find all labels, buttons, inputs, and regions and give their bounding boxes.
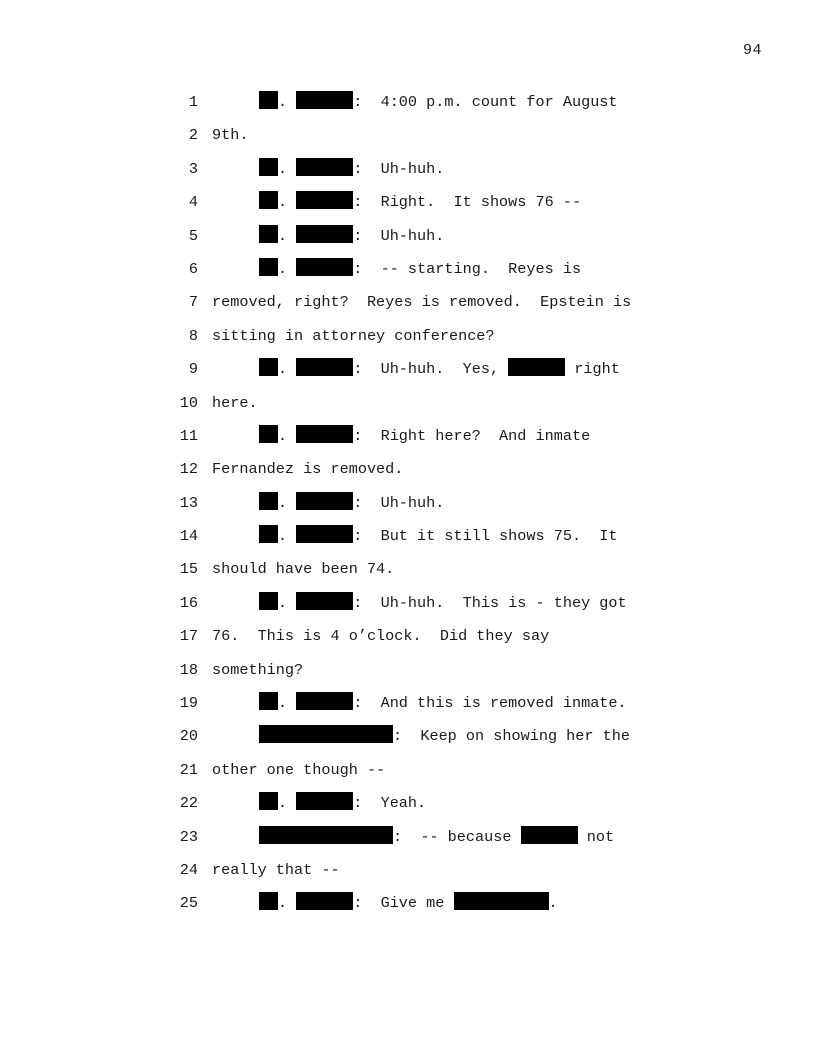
redaction-block: [508, 358, 565, 376]
redaction-block: [296, 492, 353, 510]
redaction-block: [454, 892, 549, 910]
transcript-line: [0, 821, 816, 854]
transcript-line: [0, 687, 816, 720]
line-number: 5: [188, 226, 198, 245]
redaction-block: [259, 191, 278, 209]
line-number: 1: [188, 93, 198, 111]
transcript-line: [0, 487, 816, 520]
line-number: 20: [179, 727, 198, 746]
line-text: [212, 754, 385, 787]
spoken-text: : -- starting. Reyes is: [353, 259, 582, 278]
line-text: [212, 119, 248, 152]
spoken-text: 9th.: [212, 126, 249, 145]
spoken-text: : And this is removed inmate.: [353, 694, 627, 713]
redaction-block: [296, 592, 353, 610]
line-text: . : Give me .: [259, 887, 558, 920]
page-number: 94: [742, 42, 762, 59]
transcript-line: [0, 854, 816, 887]
line-text: [212, 286, 631, 319]
transcript-line: [0, 453, 816, 486]
redaction-block: [259, 91, 278, 109]
redaction-block: [296, 425, 353, 443]
redaction-block: [259, 158, 278, 176]
line-number: 10: [179, 393, 198, 412]
line-text: . : Uh-huh. Yes, right: [259, 353, 620, 386]
transcript-body: [0, 86, 816, 921]
spoken-text-continued: .: [548, 894, 558, 913]
line-number: 12: [179, 460, 198, 479]
transcript-line: [0, 787, 816, 820]
line-number: 3: [188, 159, 198, 178]
redaction-block: [296, 892, 353, 910]
spoken-text: : Uh-huh.: [353, 226, 445, 245]
line-number: 16: [179, 593, 198, 612]
line-number: 25: [179, 894, 198, 913]
line-text: [212, 620, 549, 653]
line-text: [212, 553, 394, 586]
line-text: . : Right here? And inmate: [259, 420, 590, 453]
line-number: 6: [188, 259, 198, 278]
spoken-text: here.: [212, 393, 258, 412]
redaction-block: [259, 692, 278, 710]
line-number: 19: [179, 694, 198, 713]
transcript-line: [0, 387, 816, 420]
line-text: . : Uh-huh.: [259, 220, 444, 253]
spoken-text: 76. This is 4 o’clock. Did they say: [212, 627, 550, 646]
redaction-block: [296, 91, 353, 109]
spoken-text: : Give me: [353, 894, 454, 913]
transcript-line: [0, 620, 816, 653]
transcript-line: [0, 353, 816, 386]
redaction-block: [296, 258, 353, 276]
spoken-text: sitting in attorney conference?: [212, 326, 495, 345]
line-number: 13: [179, 493, 198, 512]
spoken-text: : But it still shows 75. It: [353, 527, 618, 546]
line-number: 9: [188, 360, 198, 379]
redaction-block: [296, 692, 353, 710]
transcript-line: [0, 320, 816, 353]
redaction-block: [259, 725, 393, 743]
redaction-block: [259, 358, 278, 376]
transcript-line: [0, 887, 816, 920]
line-text: . : Uh-huh. This is - they got: [259, 587, 627, 620]
line-number: 17: [179, 627, 198, 646]
spoken-text: removed, right? Reyes is removed. Epstein is: [212, 293, 632, 312]
spoken-text: other one though --: [212, 760, 386, 779]
transcript-line: [0, 220, 816, 253]
spoken-text: : Uh-huh.: [353, 159, 445, 178]
line-text: [212, 654, 303, 687]
transcript-line: [0, 86, 816, 119]
line-text: . : Right. It shows 76 --: [259, 186, 581, 219]
spoken-text: really that --: [212, 860, 340, 879]
spoken-text: : Uh-huh.: [353, 493, 445, 512]
redaction-block: [296, 158, 353, 176]
transcript-line: [0, 587, 816, 620]
spoken-text: : Uh-huh. Yes,: [353, 360, 509, 379]
spoken-text: : -- because: [393, 827, 521, 846]
redaction-block: [296, 191, 353, 209]
transcript-line: [0, 654, 816, 687]
redaction-block: [259, 892, 278, 910]
redaction-block: [259, 425, 278, 443]
line-text: . : 4:00 p.m. count for August: [259, 86, 618, 119]
redaction-block: [521, 826, 578, 844]
redaction-block: [296, 225, 353, 243]
line-text: [212, 320, 495, 353]
spoken-text: : Right here? And inmate: [353, 426, 591, 445]
line-text: [212, 453, 403, 486]
redaction-block: [259, 826, 393, 844]
line-text: . : -- starting. Reyes is: [259, 253, 581, 286]
line-text: [259, 821, 614, 854]
transcript-line: [0, 286, 816, 319]
line-number: 15: [179, 560, 198, 579]
spoken-text: should have been 74.: [212, 560, 395, 579]
spoken-text: Fernandez is removed.: [212, 460, 404, 479]
transcript-line: [0, 720, 816, 753]
line-text: . : But it still shows 75. It: [259, 520, 618, 553]
redaction-block: [296, 525, 353, 543]
line-text: [212, 387, 258, 420]
line-number: 21: [179, 760, 198, 779]
spoken-text-continued: not: [577, 827, 615, 846]
line-number: 4: [188, 193, 198, 212]
redaction-block: [259, 792, 278, 810]
transcript-line: [0, 754, 816, 787]
spoken-text: something?: [212, 660, 304, 679]
line-number: 23: [179, 827, 198, 846]
redaction-block: [259, 225, 278, 243]
redaction-block: [259, 258, 278, 276]
line-text: . : And this is removed inmate.: [259, 687, 627, 720]
redaction-block: [296, 358, 353, 376]
transcript-line: [0, 553, 816, 586]
line-text: . : Uh-huh.: [259, 153, 444, 186]
redaction-block: [259, 592, 278, 610]
transcript-line: [0, 153, 816, 186]
transcript-line: [0, 186, 816, 219]
line-text: [259, 720, 630, 753]
redaction-block: [259, 492, 278, 510]
transcript-line: [0, 520, 816, 553]
transcript-line: [0, 119, 816, 152]
spoken-text: : Yeah.: [353, 794, 427, 813]
line-number: 24: [179, 860, 198, 879]
spoken-text: : 4:00 p.m. count for August: [353, 93, 618, 111]
line-number: 11: [179, 426, 198, 445]
line-text: [212, 854, 340, 887]
redaction-block: [296, 792, 353, 810]
spoken-text-continued: right: [565, 360, 620, 379]
spoken-text: : Uh-huh. This is - they got: [353, 593, 627, 612]
line-number: 2: [188, 126, 198, 145]
transcript-line: [0, 253, 816, 286]
line-text: . : Yeah.: [259, 787, 426, 820]
line-text: . : Uh-huh.: [259, 487, 444, 520]
spoken-text: : Keep on showing her the: [393, 727, 630, 746]
redaction-block: [259, 525, 278, 543]
line-number: 7: [188, 293, 198, 312]
line-number: 22: [179, 794, 198, 813]
transcript-line: [0, 420, 816, 453]
spoken-text: : Right. It shows 76 --: [353, 193, 582, 212]
line-number: 14: [179, 527, 198, 546]
line-number: 8: [188, 326, 198, 345]
line-number: 18: [179, 660, 198, 679]
